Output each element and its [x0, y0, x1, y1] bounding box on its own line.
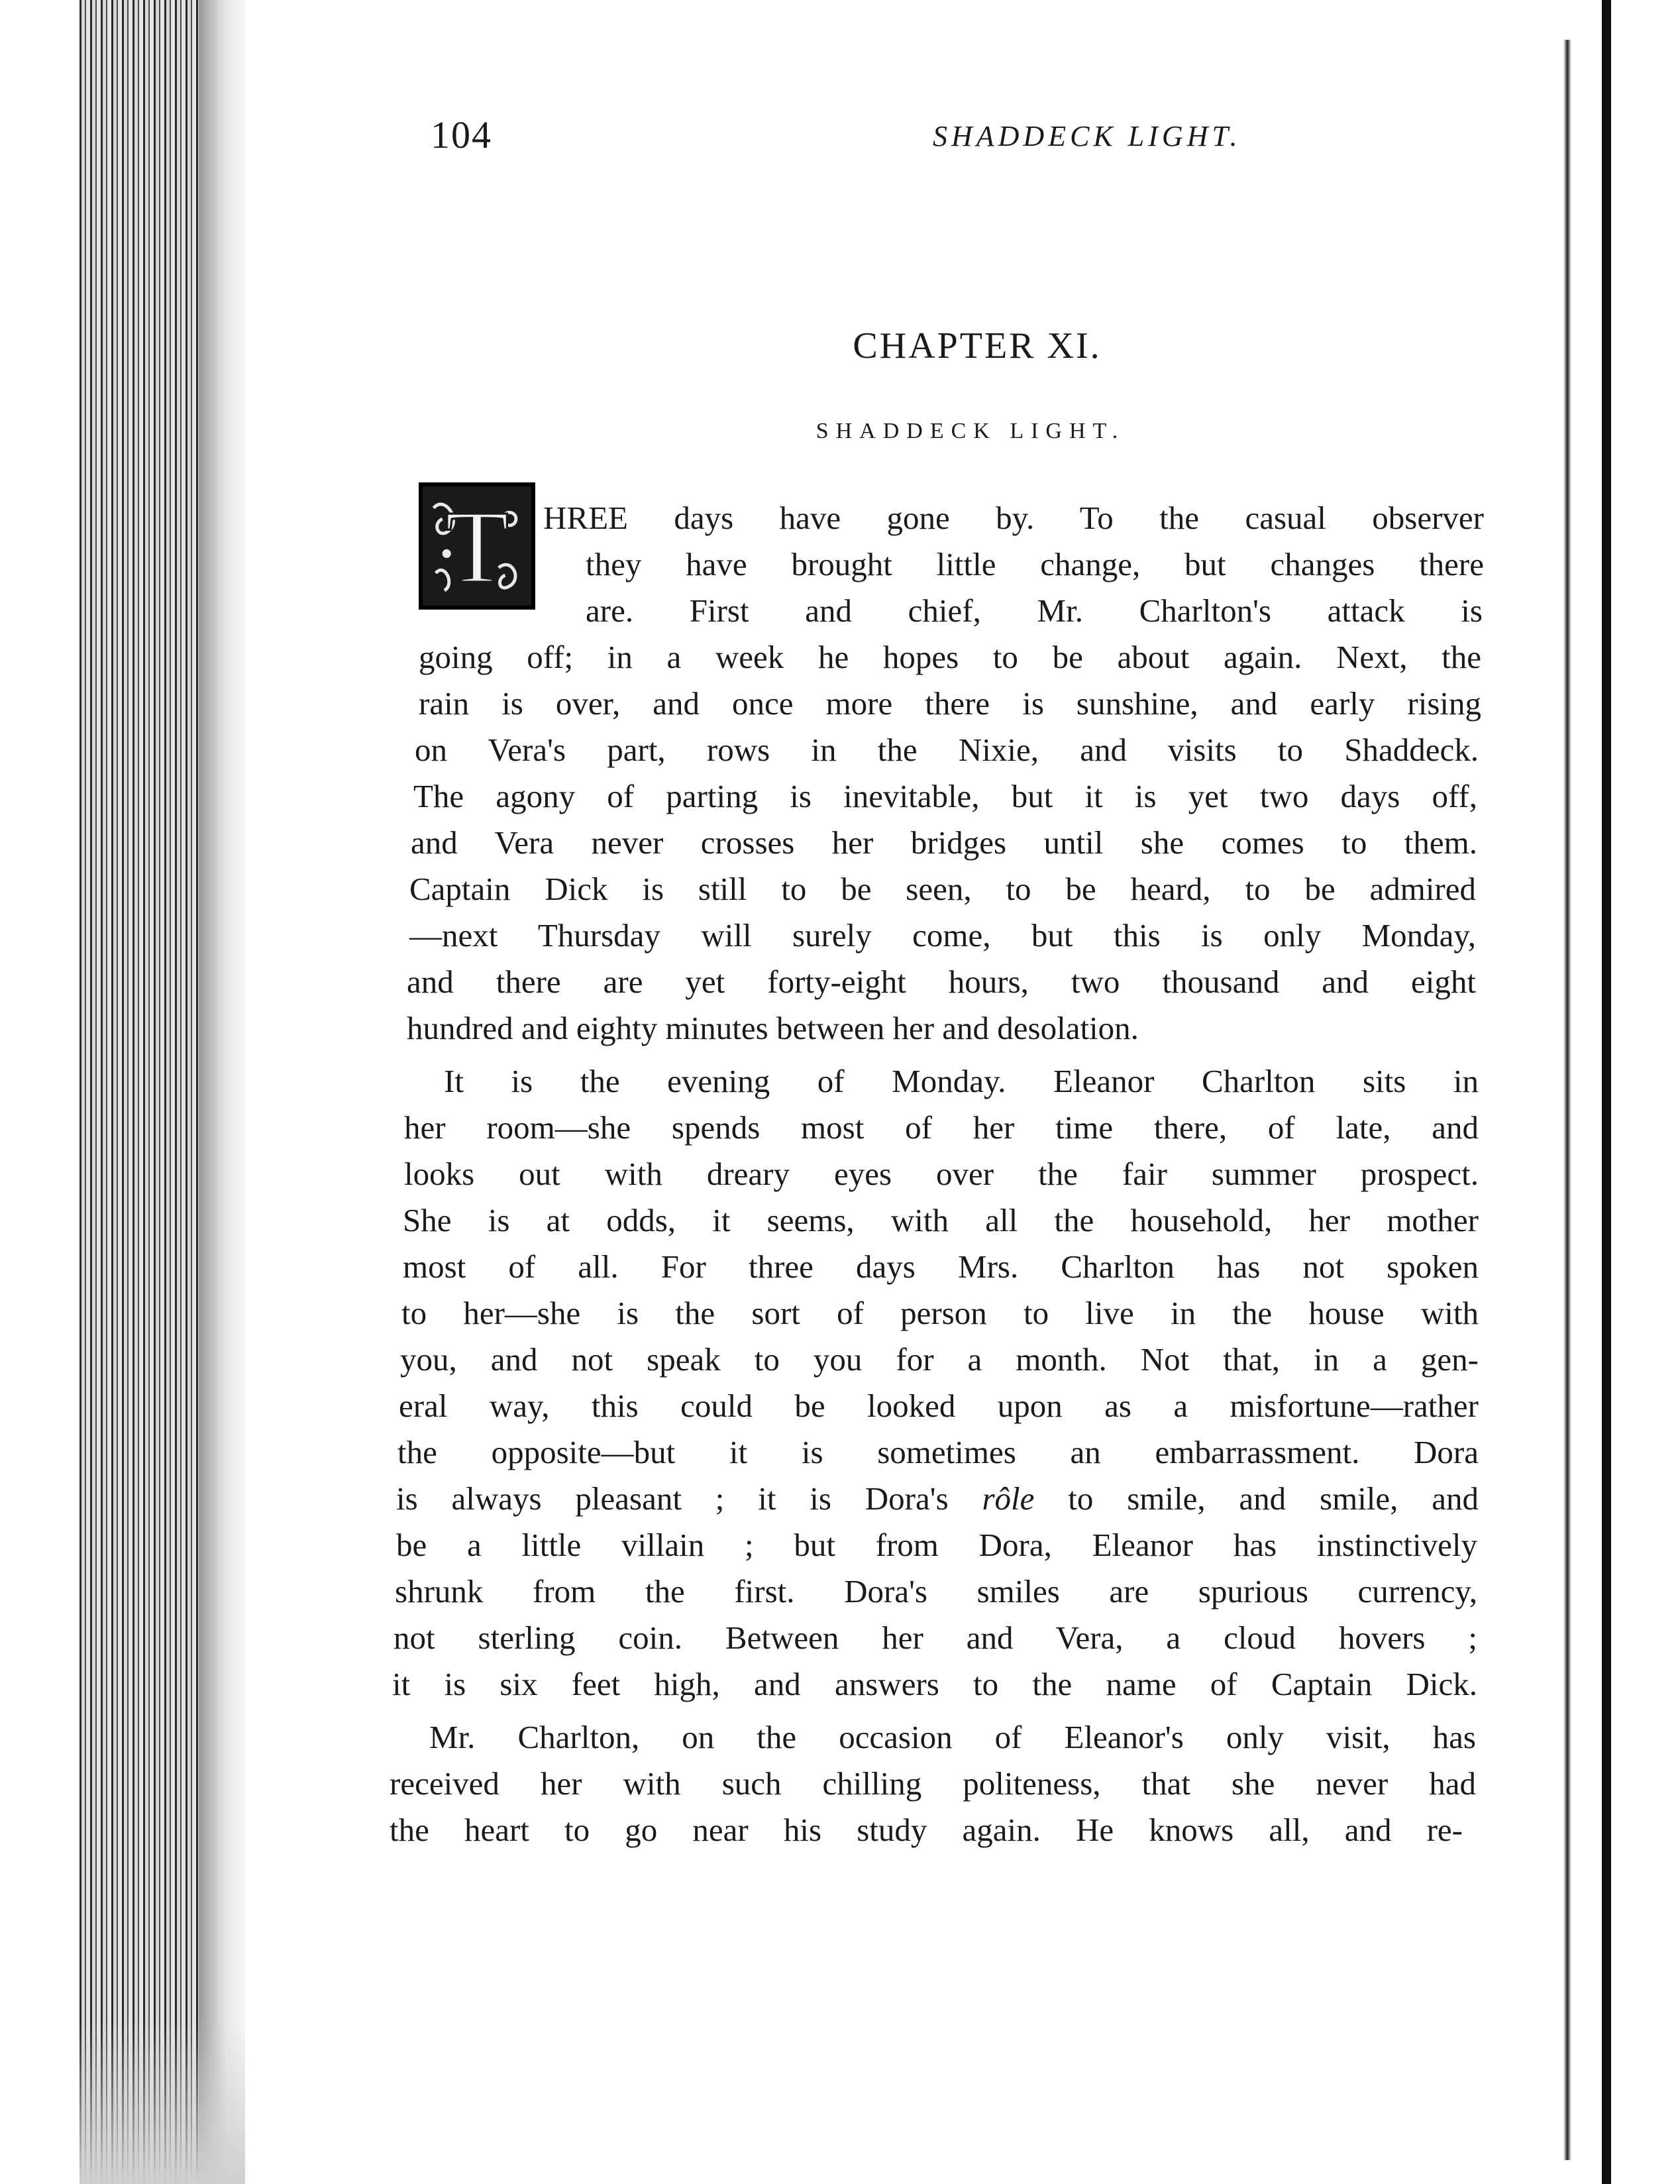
body-line: you, and not speak to you for a month. Not that, in a gen- — [400, 1341, 1479, 1378]
body-line: they have brought little change, but changes there — [586, 546, 1484, 582]
body-line: shrunk from the first. Dora's smiles are spurious currency, — [395, 1573, 1477, 1610]
body-line: and Vera never crosses her bridges until she comes to them. — [411, 824, 1477, 861]
body-line: the heart to go near his study again. He knows all, and re- — [390, 1812, 1463, 1848]
scan-right-border-line — [1602, 0, 1611, 2184]
page-right-edge-line — [1563, 40, 1571, 2160]
body-line: —next Thursday will surely come, but this is only Monday, — [409, 917, 1476, 954]
body-line: hundred and eighty minutes between her and desolation. — [407, 1010, 1139, 1046]
body-line: it is six feet high, and answers to the name of Captain Dick. — [392, 1666, 1477, 1702]
chapter-heading: CHAPTER XI. — [853, 325, 1102, 366]
body-line-with-italic — [396, 1479, 1479, 1519]
book-gutter-shadow — [199, 0, 245, 2184]
body-line: most of all. For three days Mrs. Charlton has not spoken — [403, 1248, 1479, 1285]
body-line: and there are yet forty-eight hours, two thousand and eight — [407, 963, 1476, 1000]
book-edge-foot — [79, 2021, 245, 2184]
body-line: the opposite—but it is sometimes an embarrassment. Dora — [397, 1434, 1479, 1470]
body-line: rain is over, and once more there is sunshine, and early rising — [419, 685, 1481, 722]
body-line: received her with such chilling politeness, that she never had — [390, 1765, 1476, 1802]
body-line: not sterling coin. Between her and Vera, a cloud hovers ; — [394, 1619, 1477, 1656]
scan-right-margin — [1602, 0, 1680, 2184]
body-line: Mr. Charlton, on the occasion of Eleanor's only visit, has — [429, 1719, 1476, 1755]
chapter-subtitle: SHADDECK LIGHT. — [815, 419, 1126, 443]
body-line: looks out with dreary eyes over the fair summer prospect. — [404, 1156, 1479, 1192]
line-text: is always pleasant ; it is Dora's — [396, 1480, 982, 1517]
body-line: It is the evening of Monday. Eleanor Charlton sits in — [444, 1063, 1479, 1099]
body-line: be a little villain ; but from Dora, Eleanor has instinctively — [396, 1527, 1477, 1563]
body-line: eral way, this could be looked upon as a misfortune—rather — [399, 1388, 1479, 1424]
drop-cap-ornament-icon — [423, 486, 531, 606]
body-line: She is at odds, it seems, with all the household, her mother — [403, 1202, 1479, 1238]
ornamental-drop-cap — [419, 482, 535, 610]
body-line: on Vera's part, rows in the Nixie, and visits to Shaddeck. — [415, 732, 1479, 768]
svg-text:T: T — [445, 489, 509, 604]
body-line: her room—she spends most of her time there, of late, and — [404, 1109, 1479, 1146]
running-title: SHADDECK LIGHT. — [933, 120, 1241, 152]
italic-word: rôle — [982, 1480, 1035, 1517]
body-line: HREE days have gone by. To the casual observer — [543, 500, 1484, 536]
body-line: going off; in a week he hopes to be about again. Next, the — [419, 639, 1481, 675]
body-line: are. First and chief, Mr. Charlton's attack is — [586, 592, 1483, 629]
body-line: Captain Dick is still to be seen, to be heard, to be admired — [409, 871, 1476, 907]
body-line: The agony of parting is inevitable, but it is yet two days off, — [413, 778, 1477, 814]
line-text: to smile, and smile, and — [1034, 1480, 1479, 1517]
running-head — [431, 113, 1345, 159]
book-page — [245, 0, 1563, 2184]
page-number: 104 — [431, 113, 492, 156]
body-line: to her—she is the sort of person to live in the house with — [401, 1295, 1479, 1331]
